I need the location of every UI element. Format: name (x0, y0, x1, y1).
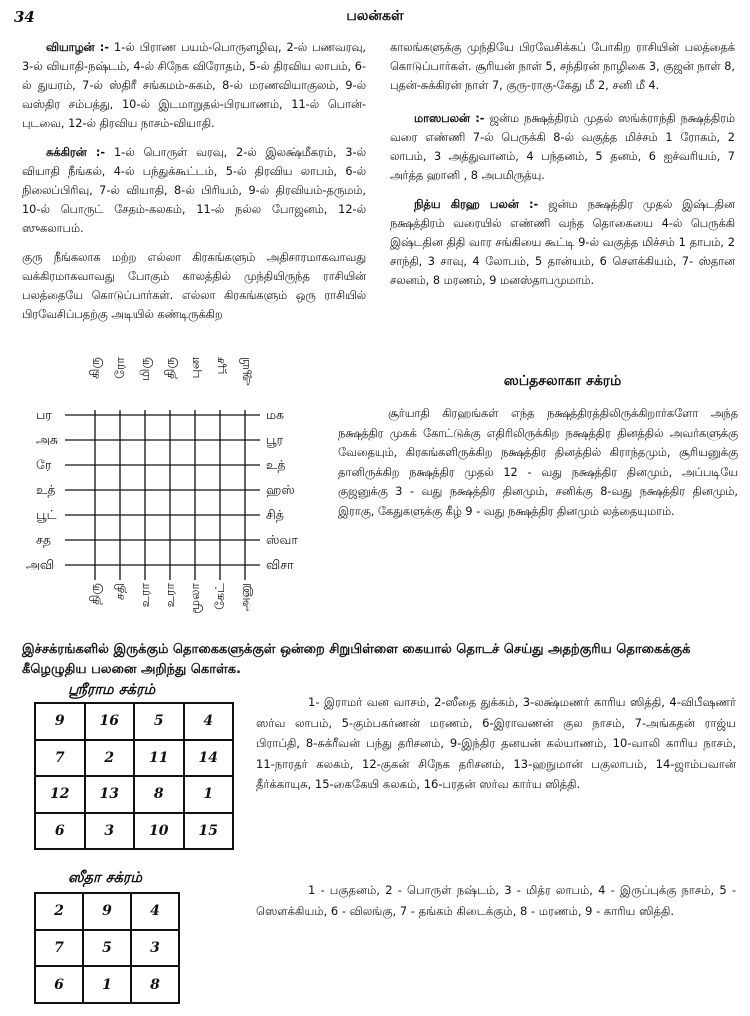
wheel-bottom-label: உரா (137, 583, 152, 608)
srirama-grid (34, 702, 234, 850)
grid-cell[interactable]: 4 (184, 703, 234, 740)
saptha-title: ஸப்தசலாகா சக்ரம் (503, 373, 622, 389)
wheel-right-label: ஸ்வா (266, 532, 298, 547)
wheel-bottom-label: உரா (162, 583, 177, 608)
seetha-grid (34, 892, 180, 1004)
grid-row (35, 813, 233, 850)
wheel-right-label: சித் (266, 507, 284, 522)
wheel-right-label: மக (266, 407, 285, 422)
grid-cell[interactable]: 12 (35, 776, 85, 813)
grid-cell[interactable]: 11 (134, 740, 184, 777)
wheel-left-label: அவி (26, 557, 55, 572)
instruction-text: இச்சக்ரங்களில் இருக்கும் தொகைகளுக்குள் ஒன்றை சிறுபிள்ளை கையால் தொடச் செய்து அதற்குரிய தொகைக்குக் கீழெழுதிய பலனை அறிந்து கொள்க. (22, 642, 691, 677)
wheel-bottom-label: அனு (237, 583, 252, 612)
maasa-text: ஜன்ம நக்ஷத்திரம் முதல் ஸங்க்ராந்தி நக்ஷத்திரம் வரை எண்ணி 7-ல் பெருக்கி 8-ல் வகுத்த மிச்சம் 1 ரோகம், 2 லாபம், 3 அத்துவானம், 4 பந்தனம், 5 தனம், 6 ஐச்வரியம், 7 அர்த்த ஹானி , 8 அபமிருத்யு. (390, 112, 735, 182)
grid-cell[interactable]: 5 (83, 930, 131, 967)
viyazhan-heading: வியாழன் :- (46, 41, 110, 54)
wheel-right-label: உத் (266, 457, 286, 472)
wheel-right-label: ஹஸ் (266, 482, 295, 497)
wheel-top-label: கிரு (87, 357, 102, 379)
saptha-section (338, 404, 738, 521)
grid-cell[interactable]: 5 (134, 703, 184, 740)
grid-row (35, 776, 233, 813)
right-column (390, 38, 735, 290)
wheel-top-label: மிரு (137, 357, 152, 381)
wheel-left-label: பூட் (36, 507, 57, 522)
wheel-right-label: பூர (266, 432, 284, 447)
grid-cell[interactable]: 1 (83, 966, 131, 1003)
grid-cell[interactable]: 8 (134, 776, 184, 813)
wheel-bottom-label: கேட் (212, 583, 227, 610)
wheel-left-label: உத் (36, 482, 56, 497)
wheel-left-label: பர (36, 407, 52, 422)
wheel-top-label: ஆயி (237, 357, 252, 386)
wheel-left-label: அசு (36, 432, 59, 447)
nithya-paragraph (390, 195, 735, 290)
left-column (22, 38, 366, 324)
grid-cell[interactable]: 7 (35, 740, 85, 777)
grid-row (35, 703, 233, 740)
grid-cell[interactable]: 7 (35, 930, 83, 967)
wheel-left-label: சத (36, 532, 52, 547)
grid-cell[interactable]: 4 (131, 893, 179, 930)
grid-cell[interactable]: 15 (184, 813, 234, 850)
sukkiran-heading: சுக்கிரன் :- (46, 146, 106, 159)
saptha-paragraph: சூர்யாதி கிரஹங்கள் எந்த நக்ஷத்திரத்திலிருக்கிறார்களோ அந்த நக்ஷத்திர முகக் கோட்டுக்கு எதிரிலிருக்கிற நக்ஷத்திர தினத்தில் அவர்களுக்கு வேதையும், கிரகங்களிருக்கிற நக்ஷத்திர தினத்தில் கிராந்தமும், சூரியனுக்கு தானிருக்கிற நக்ஷத்திர முதல் 12 - வது நக்ஷத்திர தினமும், அப்படியே குஜனுக்கு 3 - வது நக்ஷத்திர தினமும், சனிக்கு 8-வது நக்ஷத்திர தினமும், இராகு, கேதுகளுக்கு கீழ் 9 - வது நக்ஷத்திர தினமும் லத்தையுமாம். (338, 407, 738, 518)
seetha-text: 1 - பகுதனம், 2 - பொருள் நஷ்டம், 3 - மித்ர லாபம், 4 - இருப்புக்கு நாசம், 5 - ஸௌக்கியம், 6 - விலங்கு, 7 - தங்கம் கிடைக்கும், 8 - மரணம், 9 - காரிய ஸித்தி. (256, 883, 736, 918)
maasa-paragraph (390, 109, 735, 185)
nithya-text: ஜன்ம நக்ஷத்திர முதல் இஷ்டதின நக்ஷத்திரம் வரையில் எண்ணி வந்த தொகையை 4-ல் பெருக்கி இஷ்டதின திதி வார சங்கியை கூட்டி 9-ல் வகுத்த மிச்சம் 1 தாபம், 2 சாந்தி, 3 சாவு, 4 லோபம், 5 தான்யம், 6 சௌக்கியம், 7- ஸ்தான சலனம், 8 மரணம், 9 மனஸ்தாபமுமாம். (390, 198, 736, 287)
continued-paragraph: காலங்களுக்கு முந்தியே பிரவேசிக்கப் போகிற ராசியின் பலத்தைக் கொடுப்பார்கள். சூரியன் நாள் 5, சந்திரன் நாழிகை 3, குஜன் நாள் 8, புதன்-சுக்கிரன் நாள் 7, குரு-ராகு-கேது மீ 2, சனி மீ 4. (390, 41, 735, 92)
sukkiran-paragraph (22, 143, 366, 238)
grid-cell[interactable]: 2 (85, 740, 135, 777)
viyazhan-paragraph (22, 38, 366, 133)
sukkiran-text: 1-ல் பொருள் வரவு, 2-ல் இலக்ஷ்மீகரம், 3-ல் வியாதி நீங்கல், 4-ல் பந்துக்கூட்டம், 5-ல் திரவிய லாபம், 6-ல் நிலைப்பிரிவு, 7-ல் வியாதி, 8-ல் பிரியம், 9-ல் திரவியம்-தருமம், 10-ல் பொருட் சேதம்-கலகம், 11-ல் நல்ல போஜனம், 12-ல் ஸுகலாபம். (22, 146, 366, 235)
grid-cell[interactable]: 13 (85, 776, 135, 813)
grid-row (35, 930, 179, 967)
grid-cell[interactable]: 6 (35, 813, 85, 850)
grid-row (35, 893, 179, 930)
wheel-top-label: புன (187, 357, 202, 379)
seetha-results (256, 880, 736, 922)
wheel-left-label: ரே (36, 457, 52, 472)
grid-row (35, 966, 179, 1003)
srirama-text: 1- இராமர் வன வாசம், 2-ஸீதை துக்கம், 3-லக்ஷ்மணர் காரிய ஸித்தி, 4-விபீஷணர் ஸர்வ லாபம், 5-கும்பகர்ணன் மரணம், 6-இராவணன் குல நாசம், 7-அங்கதன் ராஜ்ய பிராப்தி, 8-சுக்ரீவன் பந்து தரிசனம், 9-இந்திர தனயன் கல்யாணம், 10-வாலி காரிய நாசம், 11-நாரதர் கலகம், 12-குகன் சிநேக தரிசனம், 13-ஹநுமான் பகுலாபம், 14-ஜாம்பவான் தீர்க்காயுசு, 15-கைகேயி கலகம், 16-பரதன் ஸர்வ கார்ய ஸித்தி. (256, 695, 736, 791)
srirama-results (256, 692, 736, 795)
nithya-heading: நித்ய கிரஹ பலன் :- (414, 198, 539, 211)
grid-cell[interactable]: 2 (35, 893, 83, 930)
grid-cell[interactable]: 14 (184, 740, 234, 777)
grid-cell[interactable]: 9 (83, 893, 131, 930)
grid-cell[interactable]: 10 (134, 813, 184, 850)
grid-cell[interactable]: 8 (131, 966, 179, 1003)
viyazhan-text: 1-ல் பிராண பயம்-பொருளழிவு, 2-ல் பணவரவு, 3-ல் வியாதி-நஷ்டம், 4-ல் சிநேக விரோதம், 5-ல் திரவிய லாபம், 6-ல் துயரம், 7-ல் ஸ்திரீ சங்கமம்-சுகம், 8-ல் மரணவியாகுலம், 9-ல் வஸ்திர சம்பத்து, 10-ல் இடமாறுதல்-பிரயாணம், 11-ல் பொன்-புடவை, 12-ல் திரவிய நாசம்-வியாதி. (22, 41, 366, 130)
grid-cell[interactable]: 6 (35, 966, 83, 1003)
wheel-top-label: திரு (162, 357, 177, 379)
grid-cell[interactable]: 1 (184, 776, 234, 813)
wheel-top-label: பூச (212, 357, 227, 375)
maasa-heading: மாஸபலன் :- (414, 112, 485, 125)
seetha-title: ஸீதா சக்ரம் (68, 870, 143, 886)
page-title: பலன்கள் (346, 8, 404, 24)
saptha-wheel-diagram (20, 355, 320, 630)
grid-cell[interactable]: 3 (131, 930, 179, 967)
page-number: 34 (14, 8, 35, 26)
wheel-bottom-label: மூலா (187, 583, 202, 614)
guru-paragraph: குரு நீங்கலாக மற்ற எல்லா கிரகங்களும் அதிசாரமாகவாவது வக்கிரமாகவாவது போகும் காலத்தில் முந்தியிருந்த ராசியின் பலத்தையே கொடுப்பார்கள். எல்லா கிரகங்களும் ஒரு ராசியில் பிரவேசிப்பதற்கு அடியில் கண்டிருக்கிற (22, 251, 366, 321)
grid-row (35, 740, 233, 777)
srirama-title: ஸ்ரீராம சக்ரம் (68, 682, 156, 698)
wheel-bottom-label: திரு (87, 583, 102, 605)
wheel-top-label: ரோ (112, 357, 127, 379)
grid-cell[interactable]: 16 (85, 703, 135, 740)
grid-cell[interactable]: 3 (85, 813, 135, 850)
grid-cell[interactable]: 9 (35, 703, 85, 740)
wheel-right-label: விசா (266, 557, 294, 572)
wheel-bottom-label: சதி (112, 583, 127, 601)
